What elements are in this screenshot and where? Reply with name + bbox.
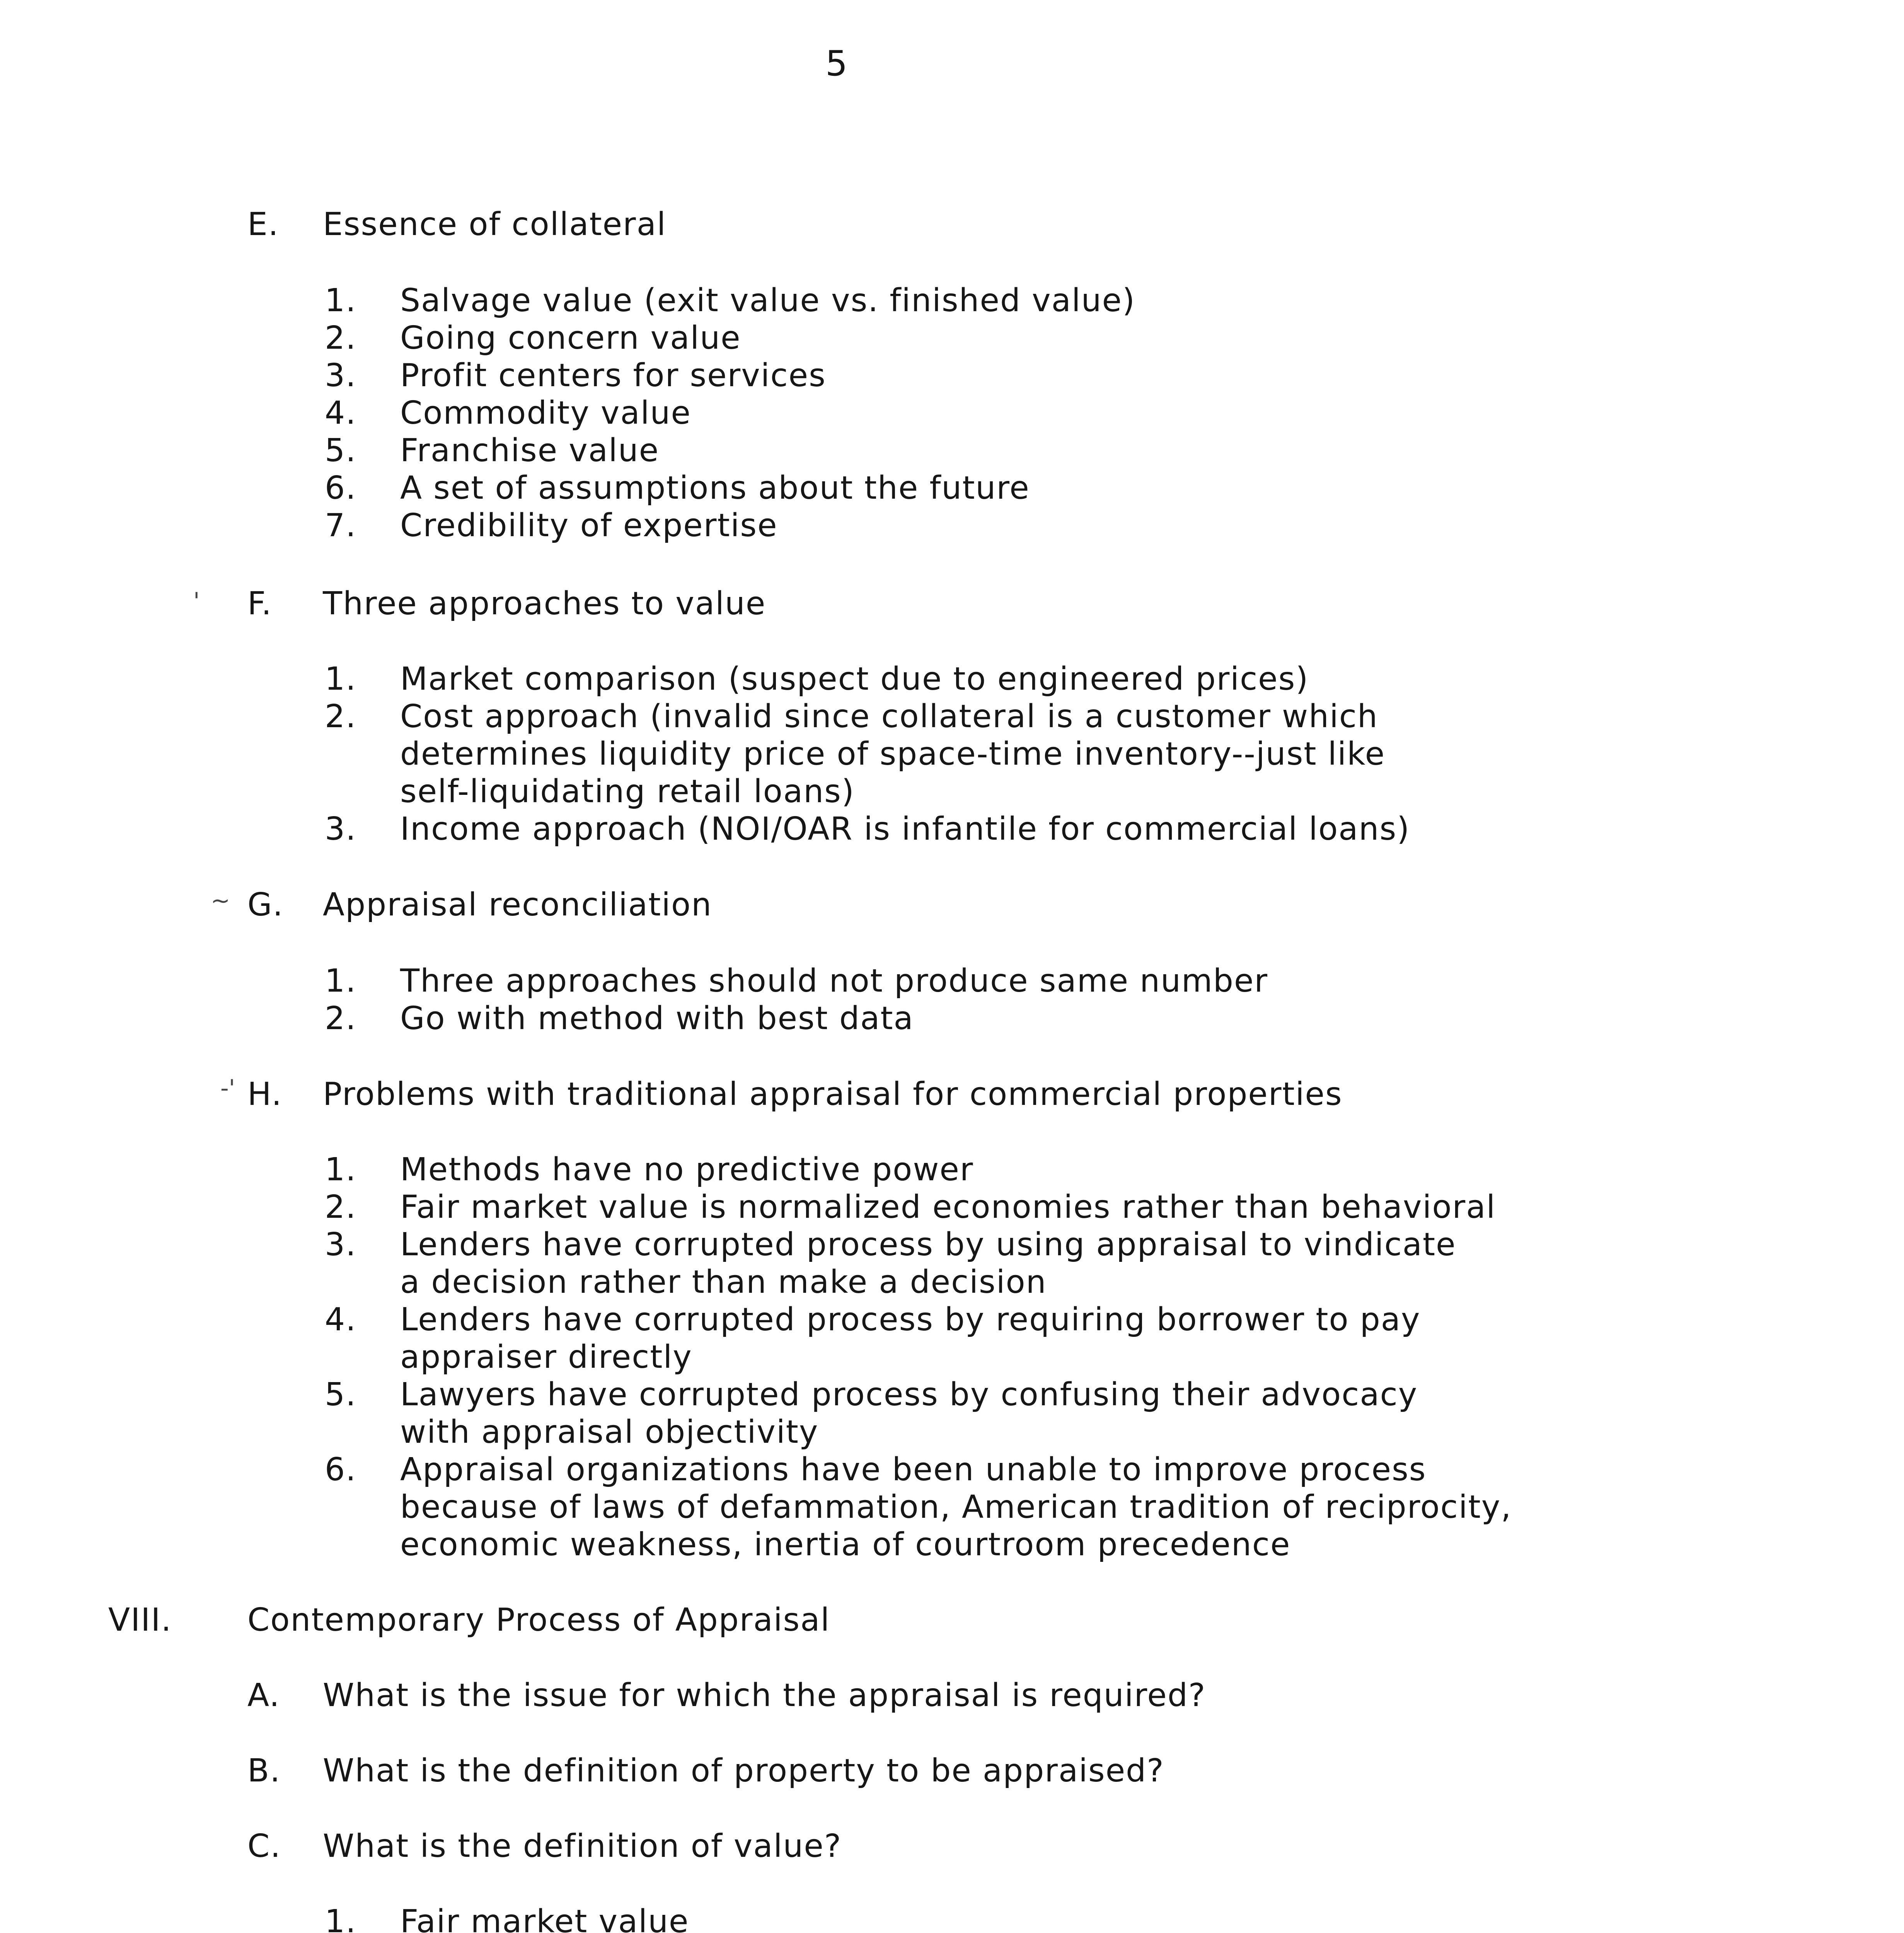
section-g-letter: G. bbox=[247, 886, 284, 923]
section-viii-numeral: VIII. bbox=[108, 1602, 172, 1638]
e-item-3-text: Profit centers for services bbox=[400, 357, 826, 394]
h-item-5-num: 5. bbox=[325, 1376, 357, 1413]
h-item-6-text-line-2: because of laws of defammation, American tradition of reciprocity, bbox=[400, 1489, 1512, 1526]
h-item-6-text-line-1: Appraisal organizations have been unable to improve process bbox=[400, 1451, 1427, 1488]
h-item-5-text-line-1: Lawyers have corrupted process by confusing their advocacy bbox=[400, 1376, 1418, 1413]
h-item-1-num: 1. bbox=[325, 1151, 357, 1188]
f-item-1-text: Market comparison (suspect due to engineered prices) bbox=[400, 661, 1309, 697]
section-viii-heading: Contemporary Process of Appraisal bbox=[247, 1602, 830, 1638]
h-item-4-text-line-2: appraiser directly bbox=[400, 1339, 692, 1376]
margin-tilde-mark: ~ bbox=[211, 887, 230, 914]
e-item-7-num: 7. bbox=[325, 507, 357, 544]
viii-c-heading: What is the definition of value? bbox=[323, 1828, 842, 1865]
h-item-6-text-line-3: economic weakness, inertia of courtroom precedence bbox=[400, 1526, 1291, 1563]
e-item-4-num: 4. bbox=[325, 395, 357, 431]
e-item-7-text: Credibility of expertise bbox=[400, 507, 778, 544]
h-item-4-num: 4. bbox=[325, 1301, 357, 1338]
h-item-3-text-line-1: Lenders have corrupted process by using appraisal to vindicate bbox=[400, 1226, 1456, 1263]
section-f-letter: F. bbox=[247, 585, 273, 622]
e-item-2-text: Going concern value bbox=[400, 320, 741, 356]
g-item-1-num: 1. bbox=[325, 963, 357, 999]
f-item-2-text-line-1: Cost approach (invalid since collateral is a customer which bbox=[400, 698, 1378, 735]
h-item-1-text: Methods have no predictive power bbox=[400, 1151, 974, 1188]
section-g-heading: Appraisal reconciliation bbox=[323, 886, 713, 923]
section-f-heading: Three approaches to value bbox=[323, 585, 766, 622]
f-item-2-num: 2. bbox=[325, 698, 357, 735]
c-item-1-text: Fair market value bbox=[400, 1903, 689, 1933]
f-item-1-num: 1. bbox=[325, 661, 357, 697]
section-h-heading: Problems with traditional appraisal for commercial properties bbox=[323, 1076, 1343, 1113]
f-item-3-text: Income approach (NOI/OAR is infantile for commercial loans) bbox=[400, 811, 1410, 847]
viii-a-letter: A. bbox=[247, 1677, 280, 1714]
margin-check-mark: -' bbox=[220, 1075, 235, 1102]
h-item-2-text: Fair market value is normalized economies rather than behavioral bbox=[400, 1189, 1496, 1226]
viii-c-letter: C. bbox=[247, 1828, 281, 1865]
g-item-1-text: Three approaches should not produce same number bbox=[400, 963, 1268, 999]
c-item-1-num: 1. bbox=[325, 1903, 357, 1933]
margin-tick-mark: ' bbox=[193, 588, 200, 615]
e-item-2-num: 2. bbox=[325, 320, 357, 356]
f-item-2-text-line-3: self-liquidating retail loans) bbox=[400, 773, 855, 810]
h-item-3-num: 3. bbox=[325, 1226, 357, 1263]
e-item-4-text: Commodity value bbox=[400, 395, 691, 431]
g-item-2-num: 2. bbox=[325, 1000, 357, 1037]
h-item-4-text-line-1: Lenders have corrupted process by requiring borrower to pay bbox=[400, 1301, 1421, 1338]
viii-a-heading: What is the issue for which the appraisal is required? bbox=[323, 1677, 1206, 1714]
h-item-2-num: 2. bbox=[325, 1189, 357, 1226]
g-item-2-text: Go with method with best data bbox=[400, 1000, 914, 1037]
viii-b-heading: What is the definition of property to be appraised? bbox=[323, 1752, 1164, 1789]
f-item-3-num: 3. bbox=[325, 811, 357, 847]
h-item-3-text-line-2: a decision rather than make a decision bbox=[400, 1264, 1047, 1301]
page-number: 5 bbox=[825, 43, 848, 84]
section-e-letter: E. bbox=[247, 206, 279, 243]
e-item-5-num: 5. bbox=[325, 432, 357, 469]
e-item-6-num: 6. bbox=[325, 470, 357, 506]
viii-b-letter: B. bbox=[247, 1752, 281, 1789]
section-h-letter: H. bbox=[247, 1076, 283, 1113]
e-item-6-text: A set of assumptions about the future bbox=[400, 470, 1030, 506]
e-item-1-num: 1. bbox=[325, 282, 357, 319]
e-item-3-num: 3. bbox=[325, 357, 357, 394]
f-item-2-text-line-2: determines liquidity price of space-time inventory--just like bbox=[400, 736, 1386, 772]
e-item-1-text: Salvage value (exit value vs. finished value) bbox=[400, 282, 1136, 319]
h-item-5-text-line-2: with appraisal objectivity bbox=[400, 1414, 819, 1451]
e-item-5-text: Franchise value bbox=[400, 432, 660, 469]
h-item-6-num: 6. bbox=[325, 1451, 357, 1488]
section-e-heading: Essence of collateral bbox=[323, 206, 666, 243]
